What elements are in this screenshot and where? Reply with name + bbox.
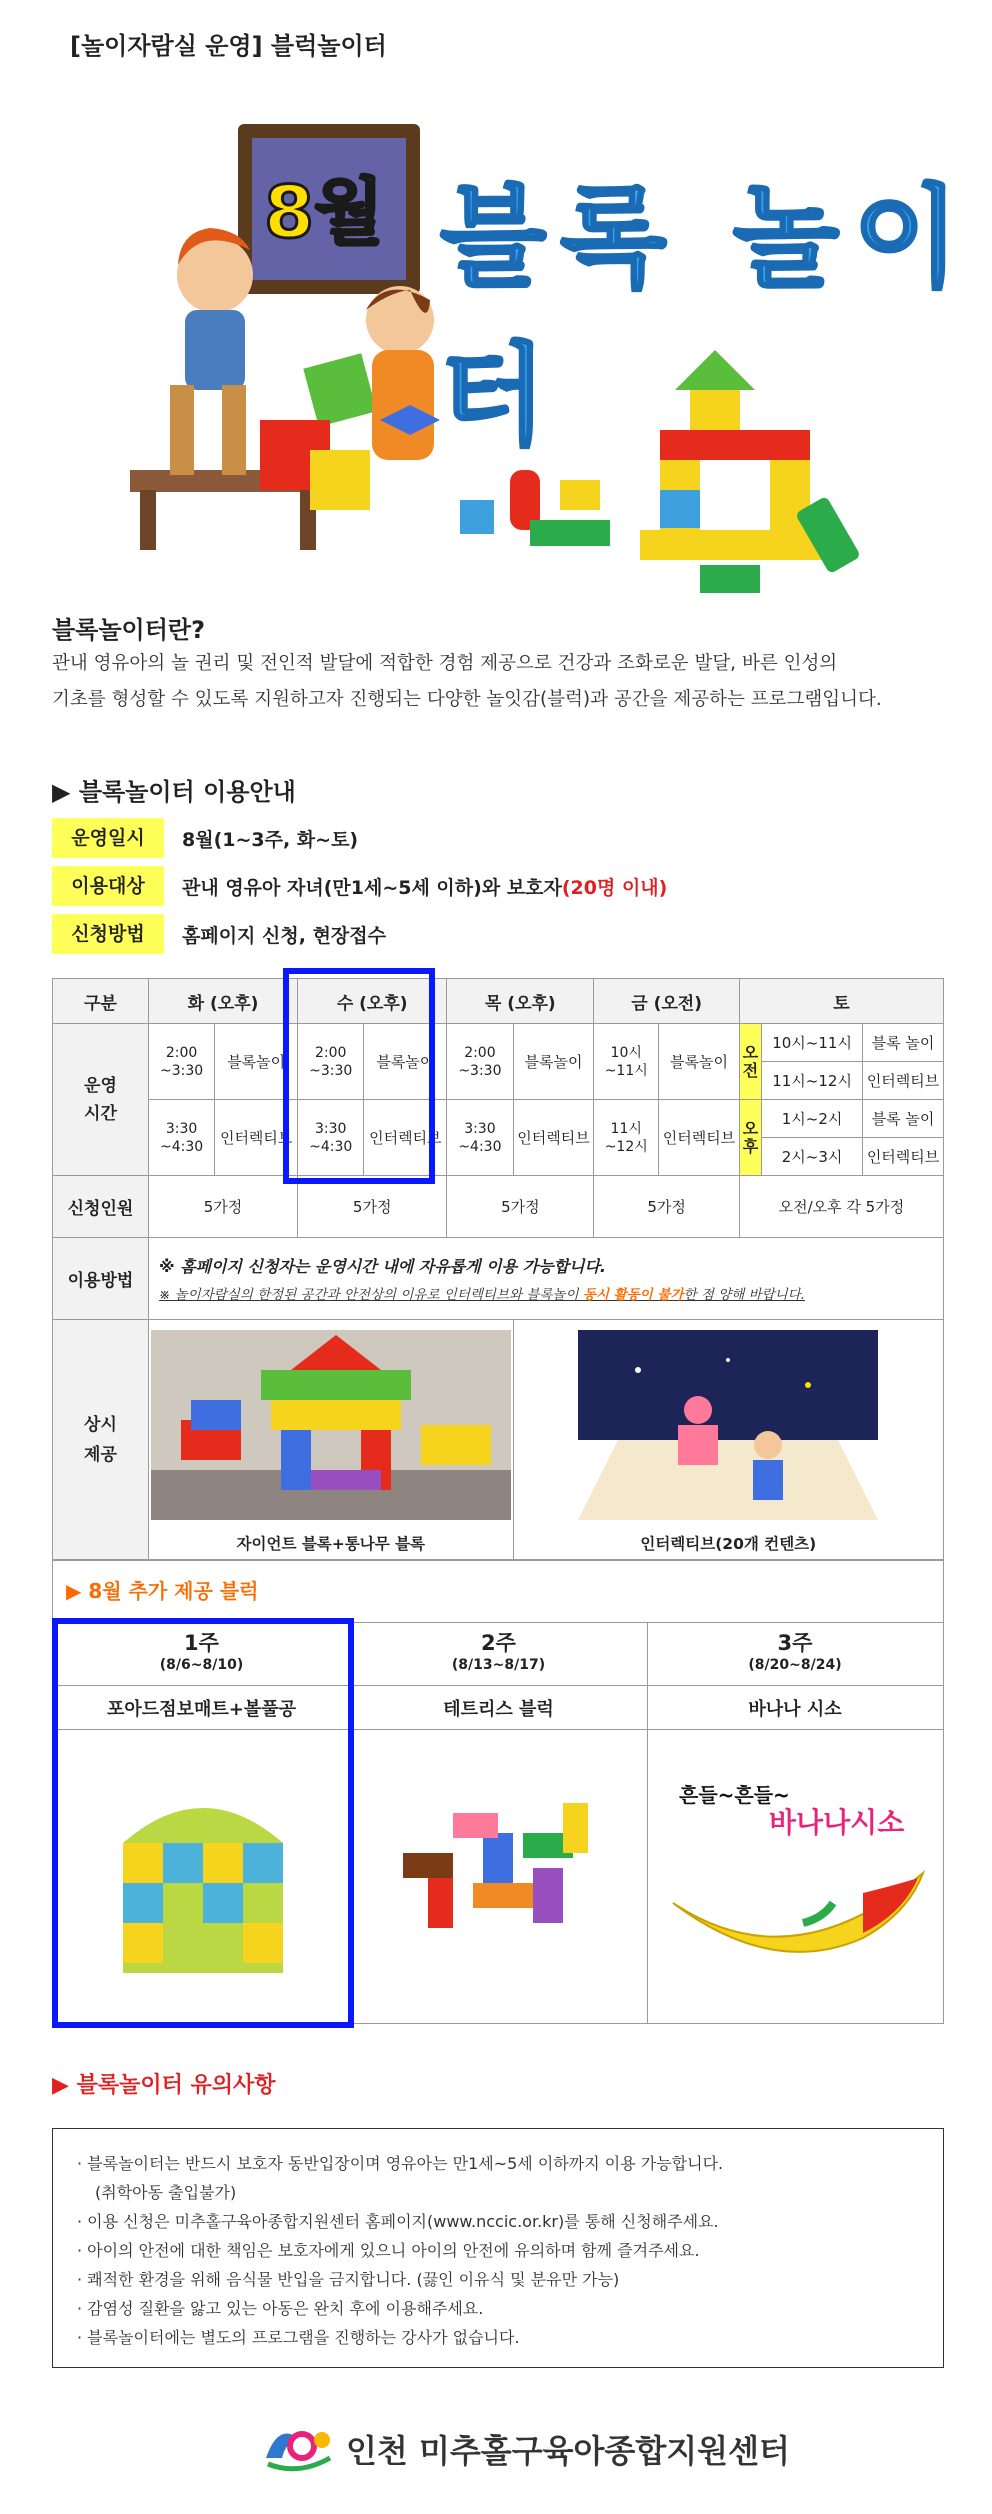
activity-cell: 인터렉티브 (513, 1100, 594, 1176)
usage-guide-heading: ▶ 블록놀이터 이용안내 (52, 778, 296, 806)
caution-item: (취학아동 출입불가) (95, 2183, 237, 2202)
intro-line-2: 기초를 형성할 수 있도록 지원하고자 진행되는 다양한 놀잇감(블럭)과 공간을 제공하는 프로그램입니다. (52, 689, 882, 710)
tetris-blocks-photo (383, 1793, 613, 1973)
caution-item: · 감염성 질환을 앓고 있는 아동은 완치 후에 이용해주세요. (77, 2299, 484, 2318)
info-key: 운영일시 (52, 818, 164, 858)
activity-cell: 블록놀이 (215, 1024, 298, 1100)
caution-item: · 쾌적한 환경을 위해 음식물 반입을 금지합니다. (끓인 이유식 및 분유만 가능) (77, 2270, 620, 2289)
week-2-header: 2주 (8/13~8/17) (451, 1631, 546, 1673)
footer-org-name: 인천 미추홀구육아종합지원센터 (346, 2432, 790, 2470)
week-3-header: 3주 (8/20~8/24) (748, 1631, 842, 1673)
caution-item: · 블록놀이터에는 별도의 프로그램을 진행하는 강사가 없습니다. (77, 2328, 520, 2347)
week1-highlight-box (52, 1618, 354, 2028)
activity-cell: 블록놀이 (659, 1024, 740, 1100)
method-line-1: ※ 홈페이지 신청자는 운영시간 내에 자유롭게 이용 가능합니다. (158, 1257, 606, 1276)
capacity-highlight: (20명 이내) (561, 876, 668, 899)
intro-line-1: 관내 영유아의 놀 권리 및 전인적 발달에 적합한 경험 제공으로 건강과 조화로운 발달, 바른 인성의 (52, 653, 838, 674)
activity-cell: 인터렉티브 (659, 1100, 740, 1176)
hero-title: 블록 놀이터 (440, 174, 974, 460)
info-row-signup (52, 914, 386, 954)
hero-banner (0, 70, 992, 590)
intro-heading: 블록놀이터란? (52, 616, 206, 644)
week-3-item: 바나나 시소 (748, 1699, 842, 1720)
scattered-blocks-illustration (440, 430, 640, 580)
block-tower-illustration (640, 350, 880, 610)
activity-cell: 블록 놀이 (863, 1100, 944, 1138)
time-cell: 10시 ~11시 (594, 1024, 659, 1100)
week-1-item: 포아드점보매트+볼풀공 (107, 1699, 296, 1720)
day-header-sat: 토 (739, 979, 943, 1024)
permanent-item-giant-blocks (148, 1320, 513, 1560)
activity-cell: 블록 놀이 (863, 1024, 944, 1062)
banana-seesaw-photo (663, 1853, 933, 1973)
children-playing-illustration (110, 220, 450, 560)
row-label-capacity: 신청인원 (53, 1176, 149, 1238)
time-cell: 2:00 ~3:30 (298, 1024, 364, 1100)
activity-cell: 인터렉티브 (863, 1138, 944, 1176)
info-row-target (52, 866, 667, 906)
time-cell: 3:30 ~4:30 (298, 1100, 364, 1176)
method-warning: 동시 활동이 불가 (582, 1287, 684, 1303)
row-label-permanent: 상시 제공 (53, 1320, 149, 1560)
time-cell: 1시~2시 (762, 1100, 863, 1138)
pm-label: 오후 (739, 1100, 761, 1176)
capacity-cell: 5가정 (594, 1176, 739, 1238)
row-label-method: 이용방법 (53, 1238, 149, 1320)
info-key: 이용대상 (52, 866, 164, 906)
wednesday-highlight-box (283, 968, 435, 1184)
day-header-fri: 금 (오전) (594, 979, 739, 1024)
info-row-schedule (52, 818, 358, 858)
activity-cell: 인터렉티브 (863, 1062, 944, 1100)
time-cell: 11시~12시 (762, 1062, 863, 1100)
interactive-photo (578, 1330, 878, 1520)
permanent-item-label: 자이언트 블록+통나무 블록 (236, 1535, 426, 1553)
week-2-item: 테트리스 블럭 (443, 1699, 554, 1720)
activity-cell: 인터렉티브 (215, 1100, 298, 1176)
info-value: 관내 영유아 자녀(만1세~5세 이하)와 보호자(20명 이내) (182, 876, 668, 899)
am-label: 오전 (739, 1024, 761, 1100)
info-value: 홈페이지 신청, 현장접수 (182, 924, 386, 947)
schedule-table (52, 978, 944, 1560)
center-logo-icon (258, 2418, 338, 2474)
header-tag: [놀이자람실 운영] 블럭놀이터 (70, 32, 387, 60)
seesaw-caption: 흔들~흔들~ (679, 1783, 790, 1807)
cautions-box (52, 2128, 944, 2368)
time-cell: 3:30 ~4:30 (447, 1100, 513, 1176)
capacity-cell: 5가정 (447, 1176, 594, 1238)
time-cell: 11시 ~12시 (594, 1100, 659, 1176)
day-header-tue: 화 (오후) (148, 979, 297, 1024)
activity-cell: 블록놀이 (364, 1024, 447, 1100)
caution-item: · 블록놀이터는 반드시 보호자 동반입장이며 영유아는 만1세~5세 이하까지 이용 가능합니다. (77, 2154, 724, 2173)
method-line-2: ※ 놀이자람실의 한정된 공간과 안전상의 이유로 인터렉티브와 블록놀이 동시 활동이 불가한 점 양해 바랍니다. (158, 1287, 805, 1303)
time-cell: 2시~3시 (762, 1138, 863, 1176)
time-cell: 3:30 ~4:30 (148, 1100, 214, 1176)
giant-blocks-photo (151, 1330, 511, 1520)
hero-month-badge: 8월 (264, 170, 384, 254)
seesaw-title: 바나나시소 (769, 1806, 905, 1839)
time-cell: 10시~11시 (762, 1024, 863, 1062)
header-cell: 구분 (53, 979, 149, 1024)
time-cell: 2:00 ~3:30 (148, 1024, 214, 1100)
method-cell (148, 1238, 943, 1320)
activity-cell: 인터렉티브 (364, 1100, 447, 1176)
caution-item: · 이용 신청은 미추홀구육아종합지원센터 홈페이지(www.nccic.or.kr)를 통해 신청해주세요. (77, 2212, 719, 2231)
week-1-header: 1주 (8/6~8/10) (159, 1631, 244, 1673)
permanent-item-label: 인터렉티브(20개 컨텐츠) (640, 1535, 817, 1553)
caution-item: · 아이의 안전에 대한 책임은 보호자에게 있으니 아이의 안전에 유의하며 함께 즐겨주세요. (77, 2241, 700, 2260)
capacity-cell: 5가정 (298, 1176, 447, 1238)
capacity-cell: 5가정 (148, 1176, 297, 1238)
capacity-cell: 오전/오후 각 5가정 (739, 1176, 943, 1238)
august-extra-heading: ▶ 8월 추가 제공 블럭 (66, 1579, 259, 1603)
time-cell: 2:00 ~3:30 (447, 1024, 513, 1100)
info-key: 신청방법 (52, 914, 164, 954)
activity-cell: 블록놀이 (513, 1024, 594, 1100)
day-header-thu: 목 (오후) (447, 979, 594, 1024)
cautions-heading: ▶ 블록놀이터 유의사항 (52, 2073, 276, 2098)
info-value: 8월(1~3주, 화~토) (182, 828, 359, 851)
row-label-hours: 운영 시간 (53, 1024, 149, 1176)
day-header-wed: 수 (오후) (298, 979, 447, 1024)
permanent-item-interactive (513, 1320, 943, 1560)
